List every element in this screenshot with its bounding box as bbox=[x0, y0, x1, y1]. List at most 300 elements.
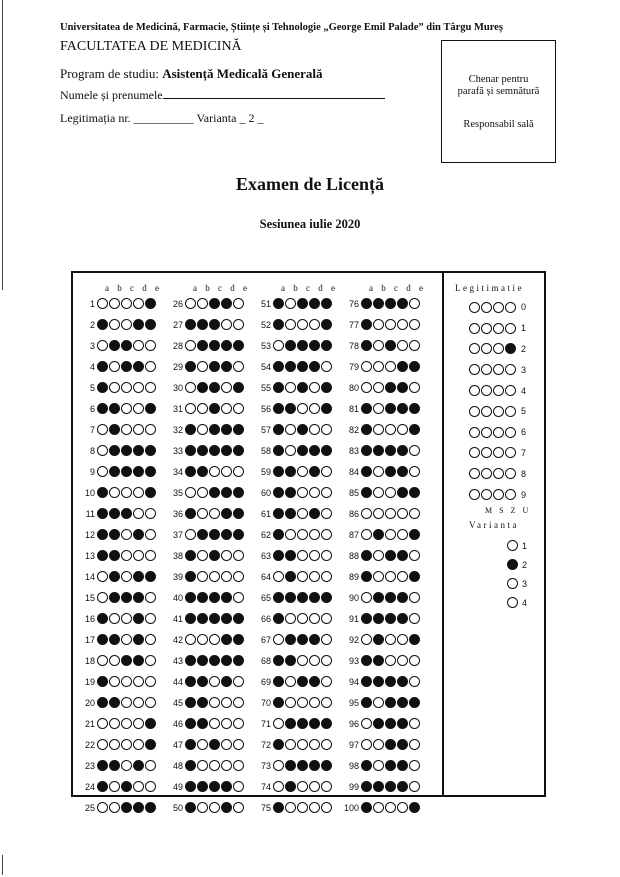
answer-bubble-c[interactable] bbox=[121, 382, 132, 393]
answer-bubble-d[interactable] bbox=[221, 592, 232, 603]
answer-bubble-d[interactable] bbox=[309, 466, 320, 477]
answer-bubble-b[interactable] bbox=[373, 424, 384, 435]
answer-bubble-a[interactable] bbox=[361, 655, 372, 666]
answer-bubble-b[interactable] bbox=[285, 340, 296, 351]
answer-bubble-b[interactable] bbox=[197, 613, 208, 624]
answer-bubble-d[interactable] bbox=[397, 571, 408, 582]
answer-bubble-c[interactable] bbox=[209, 508, 220, 519]
answer-bubble-b[interactable] bbox=[197, 529, 208, 540]
id-field[interactable]: __________ bbox=[133, 111, 194, 125]
answer-bubble-b[interactable] bbox=[109, 424, 120, 435]
answer-bubble-c[interactable] bbox=[121, 508, 132, 519]
id-digit-bubble[interactable] bbox=[481, 427, 492, 438]
answer-bubble-e[interactable] bbox=[409, 592, 420, 603]
answer-bubble-e[interactable] bbox=[145, 655, 156, 666]
answer-bubble-a[interactable] bbox=[185, 718, 196, 729]
answer-bubble-b[interactable] bbox=[197, 508, 208, 519]
answer-bubble-a[interactable] bbox=[185, 445, 196, 456]
answer-bubble-d[interactable] bbox=[309, 529, 320, 540]
answer-bubble-e[interactable] bbox=[321, 634, 332, 645]
answer-bubble-c[interactable] bbox=[121, 634, 132, 645]
answer-bubble-e[interactable] bbox=[321, 781, 332, 792]
id-digit-bubble[interactable] bbox=[481, 343, 492, 354]
answer-bubble-b[interactable] bbox=[285, 613, 296, 624]
answer-bubble-c[interactable] bbox=[121, 550, 132, 561]
answer-bubble-a[interactable] bbox=[273, 508, 284, 519]
answer-bubble-b[interactable] bbox=[197, 466, 208, 477]
answer-bubble-e[interactable] bbox=[145, 298, 156, 309]
answer-bubble-d[interactable] bbox=[221, 613, 232, 624]
answer-bubble-b[interactable] bbox=[285, 319, 296, 330]
answer-bubble-d[interactable] bbox=[133, 802, 144, 813]
answer-bubble-d[interactable] bbox=[397, 403, 408, 414]
id-digit-bubble[interactable] bbox=[481, 447, 492, 458]
answer-bubble-e[interactable] bbox=[233, 676, 244, 687]
answer-bubble-b[interactable] bbox=[197, 781, 208, 792]
name-field[interactable] bbox=[163, 88, 385, 99]
answer-bubble-c[interactable] bbox=[385, 613, 396, 624]
answer-bubble-a[interactable] bbox=[361, 298, 372, 309]
id-digit-bubble[interactable] bbox=[469, 323, 480, 334]
answer-bubble-c[interactable] bbox=[385, 718, 396, 729]
answer-bubble-c[interactable] bbox=[385, 361, 396, 372]
answer-bubble-c[interactable] bbox=[297, 676, 308, 687]
answer-bubble-d[interactable] bbox=[397, 760, 408, 771]
answer-bubble-c[interactable] bbox=[209, 487, 220, 498]
answer-bubble-e[interactable] bbox=[145, 361, 156, 372]
answer-bubble-b[interactable] bbox=[373, 382, 384, 393]
answer-bubble-b[interactable] bbox=[197, 655, 208, 666]
answer-bubble-e[interactable] bbox=[409, 382, 420, 393]
answer-bubble-a[interactable] bbox=[97, 550, 108, 561]
answer-bubble-c[interactable] bbox=[121, 718, 132, 729]
answer-bubble-c[interactable] bbox=[385, 529, 396, 540]
answer-bubble-d[interactable] bbox=[309, 319, 320, 330]
answer-bubble-a[interactable] bbox=[185, 529, 196, 540]
answer-bubble-c[interactable] bbox=[121, 319, 132, 330]
id-digit-bubble[interactable] bbox=[481, 323, 492, 334]
answer-bubble-e[interactable] bbox=[409, 739, 420, 750]
answer-bubble-b[interactable] bbox=[109, 592, 120, 603]
answer-bubble-d[interactable] bbox=[221, 697, 232, 708]
answer-bubble-b[interactable] bbox=[109, 676, 120, 687]
answer-bubble-e[interactable] bbox=[233, 298, 244, 309]
answer-bubble-b[interactable] bbox=[197, 340, 208, 351]
answer-bubble-c[interactable] bbox=[297, 613, 308, 624]
id-digit-bubble[interactable] bbox=[493, 343, 504, 354]
answer-bubble-a[interactable] bbox=[273, 382, 284, 393]
answer-bubble-a[interactable] bbox=[97, 361, 108, 372]
answer-bubble-a[interactable] bbox=[97, 466, 108, 477]
answer-bubble-d[interactable] bbox=[133, 319, 144, 330]
answer-bubble-e[interactable] bbox=[409, 424, 420, 435]
answer-bubble-d[interactable] bbox=[221, 676, 232, 687]
answer-bubble-c[interactable] bbox=[121, 424, 132, 435]
answer-bubble-e[interactable] bbox=[409, 466, 420, 477]
answer-bubble-e[interactable] bbox=[409, 529, 420, 540]
answer-bubble-b[interactable] bbox=[373, 781, 384, 792]
answer-bubble-a[interactable] bbox=[185, 508, 196, 519]
answer-bubble-c[interactable] bbox=[385, 319, 396, 330]
answer-bubble-e[interactable] bbox=[409, 802, 420, 813]
answer-bubble-d[interactable] bbox=[397, 550, 408, 561]
answer-bubble-e[interactable] bbox=[409, 655, 420, 666]
answer-bubble-b[interactable] bbox=[285, 487, 296, 498]
answer-bubble-a[interactable] bbox=[361, 718, 372, 729]
answer-bubble-e[interactable] bbox=[233, 802, 244, 813]
answer-bubble-c[interactable] bbox=[209, 424, 220, 435]
answer-bubble-d[interactable] bbox=[309, 424, 320, 435]
answer-bubble-c[interactable] bbox=[209, 718, 220, 729]
answer-bubble-c[interactable] bbox=[297, 802, 308, 813]
answer-bubble-a[interactable] bbox=[185, 319, 196, 330]
answer-bubble-b[interactable] bbox=[285, 424, 296, 435]
answer-bubble-b[interactable] bbox=[373, 466, 384, 477]
answer-bubble-b[interactable] bbox=[197, 697, 208, 708]
answer-bubble-b[interactable] bbox=[285, 361, 296, 372]
answer-bubble-d[interactable] bbox=[397, 781, 408, 792]
answer-bubble-c[interactable] bbox=[209, 571, 220, 582]
answer-bubble-e[interactable] bbox=[321, 802, 332, 813]
answer-bubble-d[interactable] bbox=[133, 760, 144, 771]
answer-bubble-e[interactable] bbox=[321, 403, 332, 414]
id-digit-bubble[interactable] bbox=[493, 323, 504, 334]
answer-bubble-c[interactable] bbox=[209, 466, 220, 477]
answer-bubble-e[interactable] bbox=[233, 382, 244, 393]
answer-bubble-c[interactable] bbox=[209, 382, 220, 393]
id-digit-bubble[interactable] bbox=[493, 406, 504, 417]
answer-bubble-c[interactable] bbox=[209, 634, 220, 645]
answer-bubble-e[interactable] bbox=[233, 760, 244, 771]
answer-bubble-e[interactable] bbox=[145, 403, 156, 414]
answer-bubble-a[interactable] bbox=[273, 718, 284, 729]
answer-bubble-a[interactable] bbox=[273, 403, 284, 414]
answer-bubble-b[interactable] bbox=[373, 550, 384, 561]
answer-bubble-a[interactable] bbox=[185, 382, 196, 393]
answer-bubble-c[interactable] bbox=[209, 655, 220, 666]
answer-bubble-d[interactable] bbox=[309, 361, 320, 372]
answer-bubble-e[interactable] bbox=[321, 424, 332, 435]
answer-bubble-b[interactable] bbox=[197, 760, 208, 771]
answer-bubble-b[interactable] bbox=[373, 739, 384, 750]
answer-bubble-d[interactable] bbox=[133, 487, 144, 498]
answer-bubble-c[interactable] bbox=[385, 466, 396, 477]
answer-bubble-b[interactable] bbox=[109, 613, 120, 624]
answer-bubble-b[interactable] bbox=[197, 550, 208, 561]
answer-bubble-e[interactable] bbox=[409, 571, 420, 582]
answer-bubble-b[interactable] bbox=[373, 655, 384, 666]
answer-bubble-c[interactable] bbox=[209, 781, 220, 792]
answer-bubble-a[interactable] bbox=[273, 676, 284, 687]
answer-bubble-b[interactable] bbox=[373, 760, 384, 771]
answer-bubble-c[interactable] bbox=[121, 529, 132, 540]
id-digit-bubble[interactable] bbox=[469, 427, 480, 438]
answer-bubble-c[interactable] bbox=[209, 298, 220, 309]
answer-bubble-d[interactable] bbox=[309, 781, 320, 792]
answer-bubble-d[interactable] bbox=[221, 445, 232, 456]
answer-bubble-c[interactable] bbox=[121, 571, 132, 582]
answer-bubble-e[interactable] bbox=[409, 340, 420, 351]
id-digit-bubble[interactable] bbox=[469, 468, 480, 479]
answer-bubble-d[interactable] bbox=[133, 634, 144, 645]
answer-bubble-d[interactable] bbox=[221, 802, 232, 813]
answer-bubble-b[interactable] bbox=[197, 487, 208, 498]
answer-bubble-d[interactable] bbox=[397, 697, 408, 708]
answer-bubble-a[interactable] bbox=[185, 424, 196, 435]
answer-bubble-c[interactable] bbox=[297, 592, 308, 603]
answer-bubble-c[interactable] bbox=[385, 424, 396, 435]
answer-bubble-c[interactable] bbox=[385, 487, 396, 498]
answer-bubble-e[interactable] bbox=[321, 697, 332, 708]
answer-bubble-d[interactable] bbox=[221, 319, 232, 330]
answer-bubble-a[interactable] bbox=[185, 592, 196, 603]
answer-bubble-a[interactable] bbox=[273, 781, 284, 792]
answer-bubble-c[interactable] bbox=[121, 781, 132, 792]
answer-bubble-b[interactable] bbox=[197, 298, 208, 309]
id-digit-bubble[interactable] bbox=[505, 468, 516, 479]
answer-bubble-a[interactable] bbox=[273, 739, 284, 750]
answer-bubble-a[interactable] bbox=[273, 760, 284, 771]
answer-bubble-e[interactable] bbox=[321, 739, 332, 750]
answer-bubble-e[interactable] bbox=[409, 361, 420, 372]
answer-bubble-c[interactable] bbox=[297, 340, 308, 351]
answer-bubble-e[interactable] bbox=[233, 424, 244, 435]
answer-bubble-e[interactable] bbox=[233, 781, 244, 792]
answer-bubble-e[interactable] bbox=[321, 445, 332, 456]
answer-bubble-a[interactable] bbox=[273, 634, 284, 645]
answer-bubble-a[interactable] bbox=[361, 634, 372, 645]
answer-bubble-c[interactable] bbox=[385, 550, 396, 561]
answer-bubble-a[interactable] bbox=[97, 655, 108, 666]
answer-bubble-b[interactable] bbox=[197, 592, 208, 603]
answer-bubble-a[interactable] bbox=[273, 613, 284, 624]
answer-bubble-c[interactable] bbox=[121, 361, 132, 372]
answer-bubble-e[interactable] bbox=[145, 550, 156, 561]
answer-bubble-c[interactable] bbox=[297, 361, 308, 372]
answer-bubble-e[interactable] bbox=[233, 697, 244, 708]
answer-bubble-d[interactable] bbox=[309, 718, 320, 729]
answer-bubble-d[interactable] bbox=[133, 613, 144, 624]
answer-bubble-a[interactable] bbox=[97, 760, 108, 771]
answer-bubble-d[interactable] bbox=[397, 382, 408, 393]
answer-bubble-e[interactable] bbox=[145, 529, 156, 540]
answer-bubble-a[interactable] bbox=[185, 676, 196, 687]
answer-bubble-c[interactable] bbox=[297, 508, 308, 519]
answer-bubble-c[interactable] bbox=[297, 655, 308, 666]
answer-bubble-e[interactable] bbox=[145, 319, 156, 330]
answer-bubble-a[interactable] bbox=[185, 613, 196, 624]
answer-bubble-d[interactable] bbox=[221, 508, 232, 519]
answer-bubble-e[interactable] bbox=[321, 550, 332, 561]
answer-bubble-e[interactable] bbox=[321, 613, 332, 624]
id-digit-bubble[interactable] bbox=[469, 302, 480, 313]
answer-bubble-a[interactable] bbox=[185, 802, 196, 813]
answer-bubble-d[interactable] bbox=[397, 319, 408, 330]
answer-bubble-b[interactable] bbox=[285, 529, 296, 540]
answer-bubble-c[interactable] bbox=[121, 739, 132, 750]
answer-bubble-a[interactable] bbox=[273, 445, 284, 456]
answer-bubble-d[interactable] bbox=[397, 508, 408, 519]
answer-bubble-b[interactable] bbox=[373, 592, 384, 603]
answer-bubble-a[interactable] bbox=[361, 592, 372, 603]
answer-bubble-d[interactable] bbox=[221, 361, 232, 372]
answer-bubble-c[interactable] bbox=[209, 739, 220, 750]
answer-bubble-c[interactable] bbox=[121, 487, 132, 498]
answer-bubble-c[interactable] bbox=[385, 403, 396, 414]
answer-bubble-d[interactable] bbox=[221, 403, 232, 414]
answer-bubble-d[interactable] bbox=[397, 802, 408, 813]
id-digit-bubble[interactable] bbox=[493, 427, 504, 438]
answer-bubble-e[interactable] bbox=[145, 571, 156, 582]
answer-bubble-e[interactable] bbox=[233, 571, 244, 582]
answer-bubble-a[interactable] bbox=[97, 382, 108, 393]
answer-bubble-e[interactable] bbox=[233, 340, 244, 351]
answer-bubble-e[interactable] bbox=[321, 487, 332, 498]
answer-bubble-a[interactable] bbox=[97, 718, 108, 729]
answer-bubble-b[interactable] bbox=[373, 361, 384, 372]
answer-bubble-a[interactable] bbox=[273, 571, 284, 582]
answer-bubble-e[interactable] bbox=[409, 781, 420, 792]
answer-bubble-d[interactable] bbox=[309, 340, 320, 351]
id-digit-bubble[interactable] bbox=[481, 406, 492, 417]
answer-bubble-e[interactable] bbox=[233, 613, 244, 624]
answer-bubble-d[interactable] bbox=[397, 340, 408, 351]
answer-bubble-c[interactable] bbox=[297, 760, 308, 771]
answer-bubble-b[interactable] bbox=[373, 718, 384, 729]
answer-bubble-b[interactable] bbox=[109, 340, 120, 351]
id-digit-bubble[interactable] bbox=[481, 489, 492, 500]
answer-bubble-c[interactable] bbox=[121, 592, 132, 603]
answer-bubble-b[interactable] bbox=[285, 466, 296, 477]
answer-bubble-c[interactable] bbox=[209, 760, 220, 771]
answer-bubble-b[interactable] bbox=[197, 361, 208, 372]
answer-bubble-a[interactable] bbox=[185, 781, 196, 792]
answer-bubble-b[interactable] bbox=[109, 361, 120, 372]
answer-bubble-e[interactable] bbox=[145, 466, 156, 477]
answer-bubble-a[interactable] bbox=[97, 571, 108, 582]
answer-bubble-d[interactable] bbox=[309, 760, 320, 771]
answer-bubble-c[interactable] bbox=[385, 571, 396, 582]
answer-bubble-d[interactable] bbox=[221, 550, 232, 561]
answer-bubble-c[interactable] bbox=[385, 760, 396, 771]
answer-bubble-b[interactable] bbox=[109, 445, 120, 456]
answer-bubble-b[interactable] bbox=[109, 298, 120, 309]
answer-bubble-e[interactable] bbox=[145, 781, 156, 792]
answer-bubble-c[interactable] bbox=[121, 445, 132, 456]
answer-bubble-b[interactable] bbox=[285, 739, 296, 750]
answer-bubble-a[interactable] bbox=[273, 361, 284, 372]
answer-bubble-b[interactable] bbox=[285, 403, 296, 414]
answer-bubble-a[interactable] bbox=[185, 403, 196, 414]
answer-bubble-c[interactable] bbox=[385, 802, 396, 813]
answer-bubble-c[interactable] bbox=[297, 466, 308, 477]
answer-bubble-d[interactable] bbox=[133, 403, 144, 414]
answer-bubble-b[interactable] bbox=[285, 676, 296, 687]
answer-bubble-d[interactable] bbox=[309, 592, 320, 603]
answer-bubble-a[interactable] bbox=[185, 466, 196, 477]
id-digit-bubble[interactable] bbox=[481, 385, 492, 396]
answer-bubble-a[interactable] bbox=[97, 340, 108, 351]
answer-bubble-d[interactable] bbox=[309, 802, 320, 813]
answer-bubble-d[interactable] bbox=[133, 592, 144, 603]
answer-bubble-b[interactable] bbox=[373, 697, 384, 708]
answer-bubble-a[interactable] bbox=[97, 298, 108, 309]
answer-bubble-b[interactable] bbox=[197, 676, 208, 687]
answer-bubble-b[interactable] bbox=[109, 718, 120, 729]
answer-bubble-b[interactable] bbox=[197, 634, 208, 645]
answer-bubble-e[interactable] bbox=[321, 760, 332, 771]
answer-bubble-d[interactable] bbox=[221, 760, 232, 771]
id-digit-bubble[interactable] bbox=[505, 343, 516, 354]
answer-bubble-e[interactable] bbox=[233, 508, 244, 519]
answer-bubble-a[interactable] bbox=[361, 529, 372, 540]
answer-bubble-a[interactable] bbox=[361, 445, 372, 456]
answer-bubble-c[interactable] bbox=[297, 571, 308, 582]
id-digit-bubble[interactable] bbox=[505, 323, 516, 334]
answer-bubble-a[interactable] bbox=[97, 445, 108, 456]
answer-bubble-b[interactable] bbox=[373, 613, 384, 624]
answer-bubble-a[interactable] bbox=[185, 340, 196, 351]
answer-bubble-a[interactable] bbox=[185, 760, 196, 771]
id-digit-bubble[interactable] bbox=[505, 302, 516, 313]
answer-bubble-a[interactable] bbox=[185, 487, 196, 498]
answer-bubble-b[interactable] bbox=[109, 802, 120, 813]
answer-bubble-a[interactable] bbox=[273, 592, 284, 603]
answer-bubble-e[interactable] bbox=[233, 739, 244, 750]
answer-bubble-a[interactable] bbox=[97, 487, 108, 498]
answer-bubble-a[interactable] bbox=[273, 487, 284, 498]
answer-bubble-a[interactable] bbox=[273, 298, 284, 309]
answer-bubble-a[interactable] bbox=[97, 781, 108, 792]
answer-bubble-d[interactable] bbox=[133, 571, 144, 582]
answer-bubble-d[interactable] bbox=[309, 298, 320, 309]
answer-bubble-b[interactable] bbox=[285, 781, 296, 792]
answer-bubble-b[interactable] bbox=[373, 529, 384, 540]
id-digit-bubble[interactable] bbox=[469, 447, 480, 458]
answer-bubble-b[interactable] bbox=[285, 802, 296, 813]
answer-bubble-d[interactable] bbox=[397, 466, 408, 477]
answer-bubble-c[interactable] bbox=[385, 382, 396, 393]
variant-bubble[interactable] bbox=[507, 559, 518, 570]
variant-bubble[interactable] bbox=[507, 540, 518, 551]
answer-bubble-e[interactable] bbox=[145, 802, 156, 813]
answer-bubble-e[interactable] bbox=[233, 445, 244, 456]
answer-bubble-a[interactable] bbox=[273, 319, 284, 330]
answer-bubble-e[interactable] bbox=[145, 697, 156, 708]
answer-bubble-a[interactable] bbox=[273, 466, 284, 477]
answer-bubble-e[interactable] bbox=[409, 403, 420, 414]
id-digit-bubble[interactable] bbox=[505, 489, 516, 500]
answer-bubble-d[interactable] bbox=[397, 592, 408, 603]
answer-bubble-c[interactable] bbox=[209, 403, 220, 414]
answer-bubble-c[interactable] bbox=[209, 319, 220, 330]
answer-bubble-a[interactable] bbox=[97, 697, 108, 708]
answer-bubble-c[interactable] bbox=[121, 340, 132, 351]
answer-bubble-a[interactable] bbox=[97, 739, 108, 750]
answer-bubble-b[interactable] bbox=[285, 571, 296, 582]
answer-bubble-b[interactable] bbox=[109, 571, 120, 582]
answer-bubble-e[interactable] bbox=[321, 655, 332, 666]
answer-bubble-b[interactable] bbox=[109, 529, 120, 540]
answer-bubble-d[interactable] bbox=[397, 655, 408, 666]
answer-bubble-a[interactable] bbox=[97, 529, 108, 540]
answer-bubble-a[interactable] bbox=[361, 340, 372, 351]
answer-bubble-e[interactable] bbox=[233, 487, 244, 498]
answer-bubble-a[interactable] bbox=[361, 676, 372, 687]
variant-bubble[interactable] bbox=[507, 578, 518, 589]
answer-bubble-e[interactable] bbox=[145, 592, 156, 603]
answer-bubble-a[interactable] bbox=[273, 424, 284, 435]
